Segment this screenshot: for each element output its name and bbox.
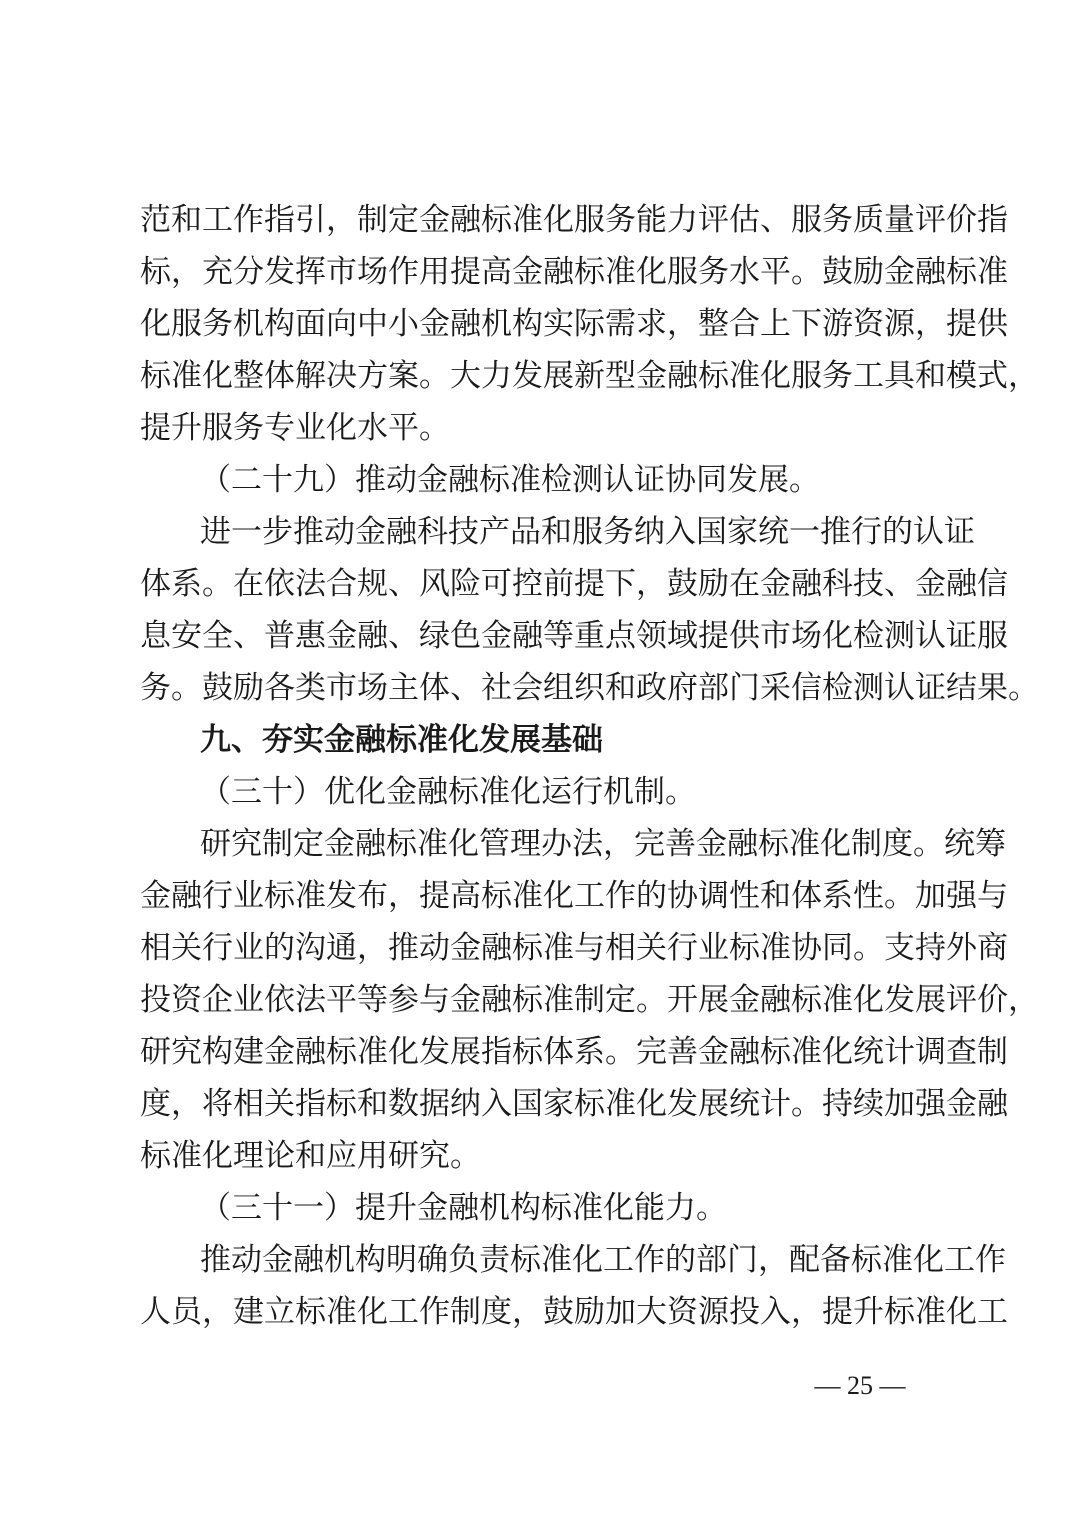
- body-text-line: 标准化理论和应用研究。: [140, 1138, 481, 1174]
- body-text-line: 标，充分发挥市场作用提高金融标准化服务水平。鼓励金融标准: [140, 254, 1008, 290]
- body-text-line: 标准化整体解决方案。大力发展新型金融标准化服务工具和模式，: [140, 358, 1039, 394]
- body-text-line: 相关行业的沟通，推动金融标准与相关行业标准协同。支持外商: [140, 930, 1008, 966]
- subsection-heading: （二十九）推动金融标准检测认证协同发展。: [200, 462, 820, 498]
- body-text-line: 投资企业依法平等参与金融标准制定。开展金融标准化发展评价，: [140, 982, 1039, 1018]
- subsection-heading: （三十一）提升金融机构标准化能力。: [200, 1190, 727, 1226]
- body-text-line: 金融行业标准发布，提高标准化工作的协调性和体系性。加强与: [140, 878, 1008, 914]
- body-text-line: 研究制定金融标准化管理办法，完善金融标准化制度。统筹: [200, 826, 1006, 862]
- body-text-line: 范和工作指引，制定金融标准化服务能力评估、服务质量评价指: [140, 202, 1008, 238]
- body-text-line: 体系。在依法合规、风险可控前提下，鼓励在金融科技、金融信: [140, 566, 1008, 602]
- body-text-line: 研究构建金融标准化发展指标体系。完善金融标准化统计调查制: [140, 1034, 1008, 1070]
- body-text-line: 度，将相关指标和数据纳入国家标准化发展统计。持续加强金融: [140, 1086, 1008, 1122]
- page-number: — 25 —: [814, 1371, 906, 1400]
- body-text-line: 提升服务专业化水平。: [140, 410, 450, 446]
- body-text-line: 化服务机构面向中小金融机构实际需求，整合上下游资源，提供: [140, 306, 1008, 342]
- section-heading: 九、夯实金融标准化发展基础: [200, 722, 603, 758]
- body-text-line: 进一步推动金融科技产品和服务纳入国家统一推行的认证: [200, 514, 975, 550]
- body-text-line: 推动金融机构明确负责标准化工作的部门，配备标准化工作: [200, 1242, 1006, 1278]
- body-text-line: 人员，建立标准化工作制度，鼓励加大资源投入，提升标准化工: [140, 1294, 1008, 1330]
- body-text-line: 息安全、普惠金融、绿色金融等重点领域提供市场化检测认证服: [140, 618, 1008, 654]
- body-text-line: 务。鼓励各类市场主体、社会组织和政府部门采信检测认证结果。: [140, 670, 1039, 706]
- subsection-heading: （三十）优化金融标准化运行机制。: [200, 774, 696, 810]
